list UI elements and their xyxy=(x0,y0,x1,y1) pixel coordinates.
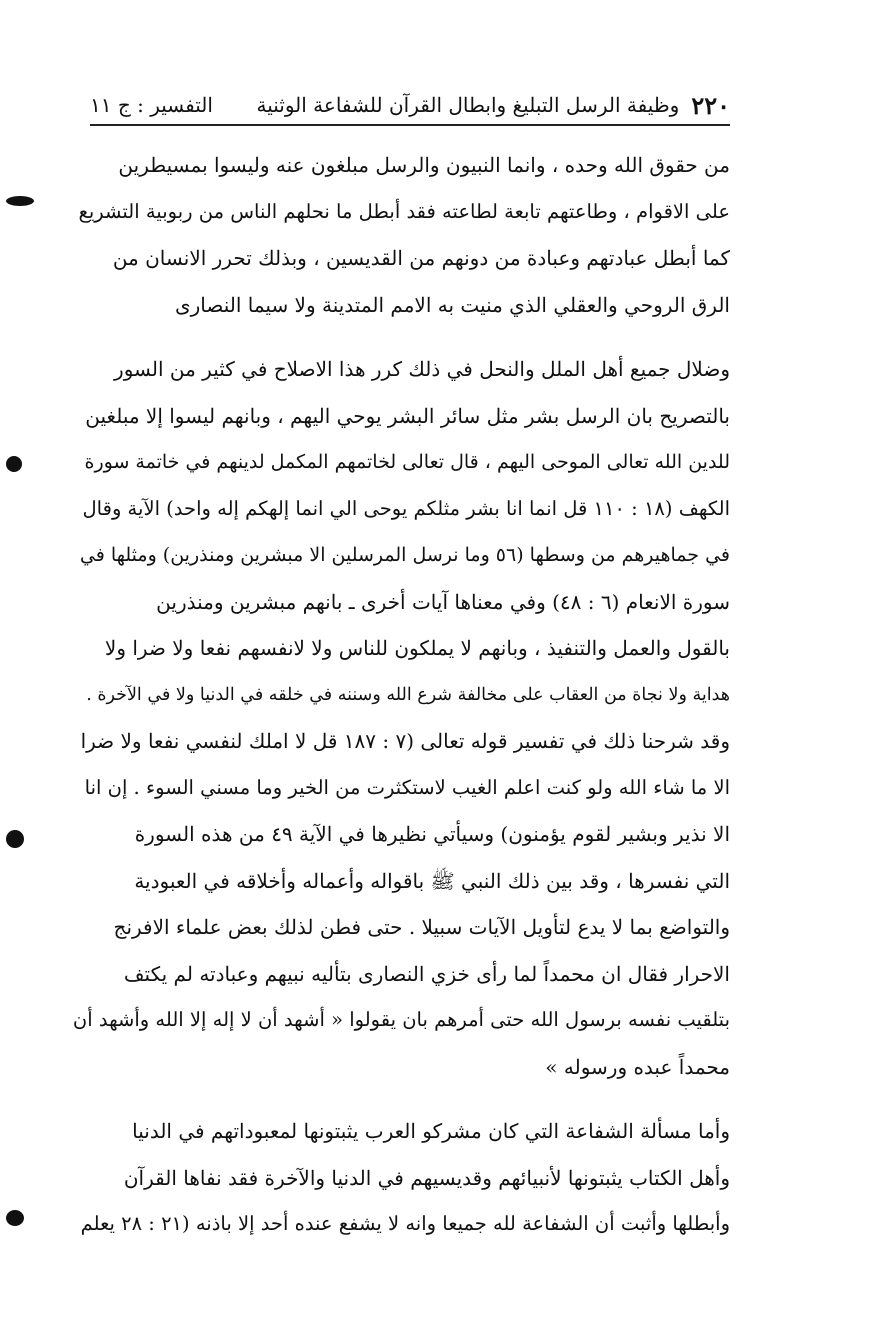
text-line: وضلال جميع أهل الملل والنحل في ذلك كرر هذا الاصلاح في كثير من السور xyxy=(114,357,730,381)
text-line: بالقول والعمل والتنفيذ ، وبانهم لا يملكون للناس ولا لانفسهم نفعا ولا ضرا ولا xyxy=(104,636,730,660)
text-line: بتلقيب نفسه برسول الله حتى أمرهم بان يقولوا « أشهد أن لا إله إلا الله وأشهد أن xyxy=(72,1008,730,1031)
text-line: وقد شرحنا ذلك في تفسير قوله تعالى (٧ : ١٨٧ قل لا املك لنفسي نفعا ولا ضرا xyxy=(80,729,730,753)
text-line: محمداً عبده ورسوله » xyxy=(545,1054,730,1079)
text-line: والتواضع بما لا يدع لتأويل الآيات سبيلا . حتى فطن لذلك بعض علماء الافرنج xyxy=(113,915,730,939)
text-line: الكهف (١٨ : ١١٠ قل انما انا بشر مثلكم يوحى الي انما إلهكم إله واحد) الآية وقال xyxy=(82,496,730,520)
text-line: بالتصريح بان الرسل بشر مثل سائر البشر يوحي اليهم ، وبانهم ليسوا إلا مبلغين xyxy=(85,403,730,428)
text-line: وأبطلها وأثبت أن الشفاعة لله جميعا وانه لا يشفع عنده أحد إلا باذنه (٢١ : ٢٨ يعلم xyxy=(80,1212,730,1235)
running-title: وظيفة الرسل التبليغ وابطال القرآن للشفاعة الوثنية xyxy=(256,93,680,117)
text-line: وأما مسألة الشفاعة التي كان مشركو العرب يثبتونها لمعبوداتهم في الدنيا xyxy=(132,1119,730,1143)
text-line: للدين الله تعالى الموحى اليهم ، قال تعالى لخاتمهم المكمل لدينهم في خاتمة سورة xyxy=(84,451,730,473)
text-line: من حقوق الله وحده ، وانما النبيون والرسل مبلغون عنه وليسوا بمسيطرين xyxy=(118,153,730,177)
margin-mark xyxy=(6,1210,24,1226)
text-line: على الاقوام ، وطاعتهم تابعة لطاعته فقد أبطل ما نحلهم الناس من ربوبية التشريع xyxy=(78,199,730,223)
paragraph xyxy=(70,142,730,328)
text-line: هداية ولا نجاة من العقاب على مخالفة شرع الله وسننه في خلقه في الدنيا ولا في الآخرة . xyxy=(86,684,730,705)
paragraph-gap xyxy=(70,328,730,346)
margin-mark xyxy=(6,196,34,206)
page-number: ٢٢٠ xyxy=(691,90,730,120)
text-line: في جماهيرهم من وسطها (٥٦ وما نرسل المرسلين الا مبشرين ومنذرين) ومثلها في xyxy=(79,544,730,566)
margin-mark xyxy=(6,456,22,472)
text-line: الا ما شاء الله ولو كنت اعلم الغيب لاستكثرت من الخير وما مسني السوء . إن انا xyxy=(84,775,730,799)
text-line: وأهل الكتاب يثبتونها لأنبيائهم وقديسيهم في الدنيا والآخرة فقد نفاها القرآن xyxy=(123,1165,730,1190)
volume-label: التفسير : ج ١١ xyxy=(90,93,213,117)
header-rule xyxy=(90,124,730,126)
margin-mark xyxy=(6,830,24,848)
paragraph xyxy=(70,1108,730,1248)
body-text xyxy=(70,142,730,1248)
text-line: التي نفسرها ، وقد بين ذلك النبي ﷺ باقواله وأعماله وأخلاقه في العبودية xyxy=(134,868,730,893)
paragraph-gap xyxy=(70,1090,730,1108)
text-line: الرق الروحي والعقلي الذي منيت به الامم المتدينة ولا سيما النصارى xyxy=(174,292,730,317)
paragraph xyxy=(70,346,730,1090)
text-line: الا نذير وبشير لقوم يؤمنون) وسيأتي نظيرها في الآية ٤٩ من هذه السورة xyxy=(134,822,730,846)
text-line: الاحرار فقال ان محمداً لما رأى خزي النصارى بتأليه نبيهم وعبادته لم يكتف xyxy=(123,961,730,986)
text-line: كما أبطل عبادتهم وعبادة من دونهم من القديسين ، وبذلك تحرر الانسان من xyxy=(112,246,730,270)
page-header xyxy=(90,88,730,122)
text-line: سورة الانعام (٦ : ٤٨) وفي معناها آيات أخرى ـ بانهم مبشرين ومنذرين xyxy=(156,589,730,614)
